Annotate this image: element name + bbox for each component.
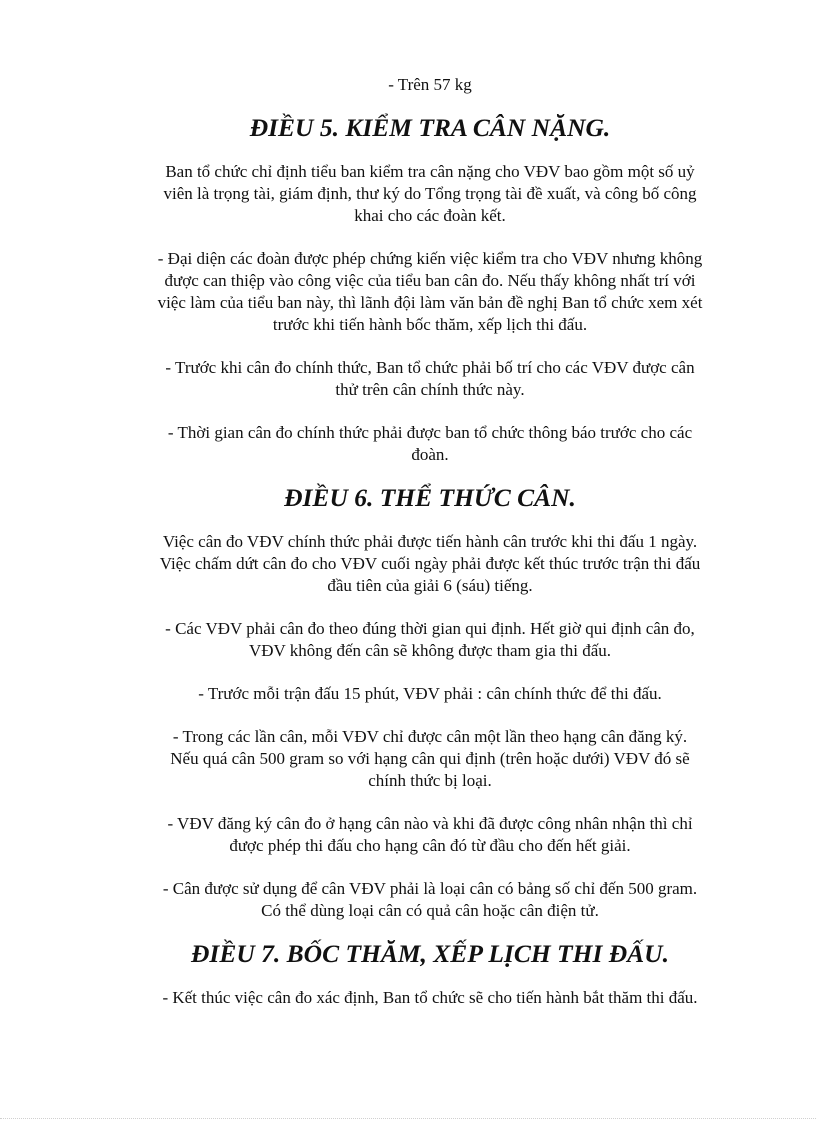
text-line: Việc chấm dứt cân đo cho VĐV cuối ngày phải được kết thúc trước trận thi đấu <box>159 554 701 573</box>
text-line: được phép thi đấu cho hạng cân đó từ đầu cho đến hết giải. <box>229 836 631 855</box>
text-line: khai cho các đoàn kết. <box>354 206 506 225</box>
text-line: đầu tiên của giải 6 (sáu) tiếng. <box>327 576 533 595</box>
text-line: Có thể dùng loại cân có quả cân hoặc cân điện tử. <box>261 901 599 920</box>
text-line: - Trước khi cân đo chính thức, Ban tổ chức phải bố trí cho các VĐV được cân <box>165 358 695 377</box>
paragraph-scale-requirements <box>120 878 740 922</box>
text-line: viên là trọng tài, giám định, thư ký do Tổng trọng tài đề xuất, và công bố công <box>163 184 697 203</box>
paragraph-pre-bout-weigh <box>120 683 740 705</box>
text-line: việc làm của tiểu ban này, thì lãnh đội làm văn bản đề nghị Ban tổ chức xem xét <box>157 293 703 312</box>
weight-class-item <box>120 74 740 96</box>
text-line: Việc cân đo VĐV chính thức phải được tiến hành cân trước khi thi đấu 1 ngày. <box>162 532 698 551</box>
paragraph-weigh-deadline <box>120 618 740 662</box>
text-line: - Đại diện các đoàn được phép chứng kiến việc kiểm tra cho VĐV nhưng không <box>157 249 703 268</box>
article-5-heading: ĐIỀU 5. KIỂM TRA CÂN NẶNG. <box>249 113 611 142</box>
article-6-heading: ĐIỀU 6. THỂ THỨC CÂN. <box>284 483 576 512</box>
document-page <box>120 74 740 1030</box>
text-line: - Trước mỗi trận đấu 15 phút, VĐV phải : cân chính thức để thi đấu. <box>198 684 662 703</box>
text-line: Ban tổ chức chỉ định tiểu ban kiểm tra cân nặng cho VĐV bao gồm một số uỷ <box>165 162 695 181</box>
text-line: - Kết thúc việc cân đo xác định, Ban tổ chức sẽ cho tiến hành bắt thăm thi đấu. <box>162 988 698 1007</box>
paragraph-weigh-time-notice <box>120 422 740 466</box>
text-line: thử trên cân chính thức này. <box>335 380 525 399</box>
text-line: - Thời gian cân đo chính thức phải được ban tổ chức thông báo trước cho các <box>167 423 693 442</box>
text-line: được can thiệp vào công việc của tiểu ban cân đo. Nếu thấy không nhất trí với <box>164 271 696 290</box>
paragraph-trial-weighing <box>120 357 740 401</box>
page-bottom-rule <box>0 1118 816 1119</box>
text-line: - Cân được sử dụng để cân VĐV phải là loại cân có bảng số chỉ đến 500 gram. <box>162 879 698 898</box>
paragraph-weigh-schedule <box>120 531 740 597</box>
article-7-heading: ĐIỀU 7. BỐC THĂM, XẾP LỊCH THI ĐẤU. <box>191 939 669 968</box>
text-line: VĐV không đến cân sẽ không được tham gia thi đấu. <box>248 641 612 660</box>
text-line: - VĐV đăng ký cân đo ở hạng cân nào và khi đã được công nhân nhận thì chỉ <box>167 814 693 833</box>
paragraph-team-representatives <box>120 248 740 336</box>
text-line: chính thức bị loại. <box>368 771 492 790</box>
text-line: trước khi tiến hành bốc thăm, xếp lịch thi đấu. <box>272 315 588 334</box>
text-line: - Trên 57 kg <box>388 75 472 94</box>
text-line: - Trong các lần cân, mỗi VĐV chỉ được cân một lần theo hạng cân đăng ký. <box>172 727 688 746</box>
text-line: - Các VĐV phải cân đo theo đúng thời gian qui định. Hết giờ qui định cân đo, <box>165 619 695 638</box>
text-line: Nếu quá cân 500 gram so với hạng cân qui định (trên hoặc dưới) VĐV đó sẽ <box>170 749 690 768</box>
paragraph-single-weigh <box>120 726 740 792</box>
paragraph-weigh-committee <box>120 161 740 227</box>
text-line: đoàn. <box>411 445 449 464</box>
paragraph-weight-class-binding <box>120 813 740 857</box>
paragraph-draw <box>120 987 740 1009</box>
